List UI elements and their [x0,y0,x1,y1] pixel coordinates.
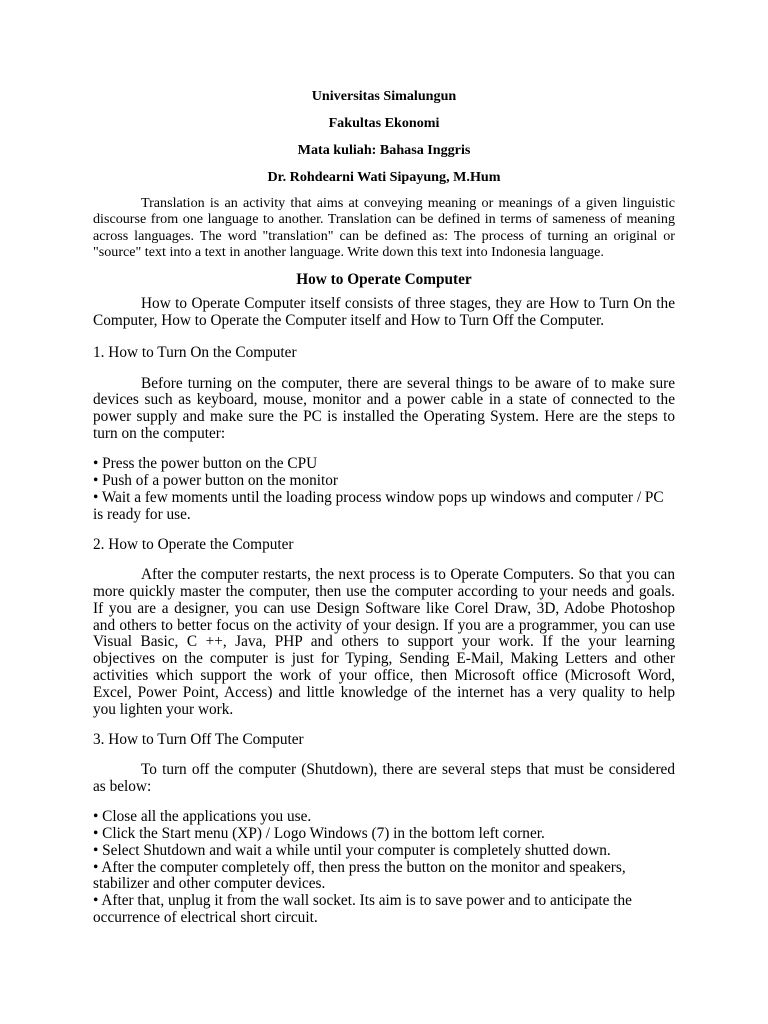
instruction-paragraph [93,195,675,260]
document-body [93,88,675,927]
text-line: activities which support the work of your office, then Microsoft office (Microsoft Word, [93,667,675,685]
text-line: Visual Basic, C ++, Java, PHP and others to support your work. If the your learning [93,633,675,651]
text-line: • Wait a few moments until the loading process window pops up windows and computer / PC [93,488,664,506]
text-line: stabilizer and other computer devices. [93,875,326,893]
intro-paragraph [93,296,675,330]
instruction-line: Translation is an activity that aims at conveying meaning or meanings of a given linguistic [141,195,675,211]
section-heading-turn-on: 1. How to Turn On the Computer [93,344,297,362]
bullet-item [93,809,675,826]
bullet-item [93,860,675,894]
text-line: • Push of a power button on the monitor [93,472,338,490]
article-title: How to Operate Computer [296,271,472,289]
bullet-item [93,456,675,473]
section-heading-operate: 2. How to Operate the Computer [93,535,294,553]
text-line: • Press the power button on the CPU [93,455,318,473]
text-line: occurrence of electrical short circuit. [93,909,318,927]
bullet-item [93,893,675,927]
instruction-line: across languages. The word "translation" can be defined as: The process of turning an original or [93,227,675,244]
article-body [93,296,675,926]
text-line: If you are a designer, you can use Design Software like Corel Draw, 3D, Adobe Photoshop [93,599,675,617]
text-line: • Close all the applications you use. [93,808,312,825]
bullet-list [93,809,675,927]
text-line: devices such as keyboard, mouse, monitor and a power cable in a state of connected to the [93,391,675,409]
text-line: turn on the computer: [93,425,226,443]
text-line: you lighten your work. [93,700,234,718]
bullet-item [93,843,675,860]
faculty-name: Fakultas Ekonomi [328,115,440,131]
section-paragraph [93,567,675,719]
instruction-line: discourse from one language to another. Translation can be defined in terms of sameness of meaning [93,211,675,228]
bullet-item [93,490,675,524]
section-paragraph [93,762,675,796]
text-line: as below: [93,777,152,795]
text-line: After the computer restarts, the next process is to Operate Computers. So that you can [141,565,675,583]
text-line: power supply and make sure the PC is installed the Operating System. Here are the steps to [93,408,675,426]
text-line: is ready for use. [93,505,191,523]
text-line: • After the computer completely off, then press the button on the monitor and speakers, [93,858,626,876]
text-line: To turn off the computer (Shutdown), there are several steps that must be considered [141,761,675,779]
text-line: Before turning on the computer, there are several things to be aware of to make sure [141,374,675,392]
text-line: • Click the Start menu (XP) / Logo Windows (7) in the bottom left corner. [93,824,545,842]
text-line: • Select Shutdown and wait a while until your computer is completely shutted down. [93,841,611,859]
bullet-item [93,826,675,843]
course-name: Mata kuliah: Bahasa Inggris [297,142,471,158]
bullet-item [93,473,675,490]
section-paragraph [93,376,675,443]
text-line: How to Operate Computer itself consists of three stages, they are How to Turn On the [141,295,675,313]
university-name: Universitas Simalungun [311,88,457,104]
text-line: Computer, How to Operate the Computer itself and How to Turn Off the Computer. [93,312,605,330]
text-line: objectives on the computer is just for Typing, Sending E-Mail, Making Letters and other [93,650,675,668]
lecturer-name: Dr. Rohdearni Wati Sipayung, M.Hum [267,169,501,185]
instruction-line: "source" text into a text in another language. Write down this text into Indonesia language. [93,243,604,260]
bullet-list [93,456,675,523]
text-line: Excel, Power Point, Access) and little knowledge of the internet has a very quality to help [93,683,675,701]
text-line: • After that, unplug it from the wall socket. Its aim is to save power and to anticipate the [93,892,632,910]
section-heading-turn-off: 3. How to Turn Off The Computer [93,730,304,748]
text-line: and others to better focus on the activity of your design. If you are a programmer, you can use [93,616,675,634]
text-line: more quickly master the computer, then use the computer according to your needs and goals. [93,582,675,600]
